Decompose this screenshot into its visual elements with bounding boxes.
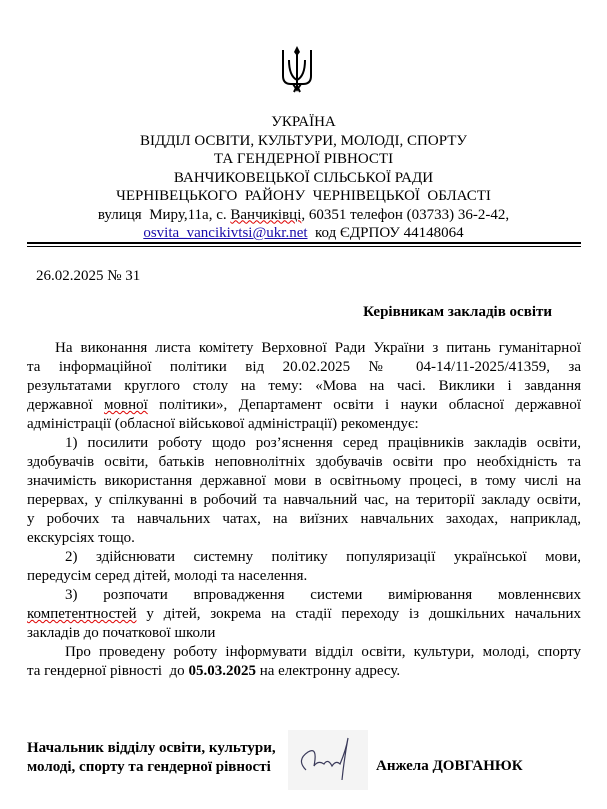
header-divider — [27, 242, 581, 244]
text: на електронну адресу. — [255, 663, 401, 679]
signature-image — [288, 730, 368, 790]
body-line: та інформаційної політики від 20.02.2025 № 04-14/11-2025/41359, за — [27, 359, 581, 375]
date-number: 26.02.2025 № 31 — [36, 268, 141, 284]
item1-line: екскурсіях тощо. — [27, 530, 135, 546]
address-phone: , 60351 телефон (03733) 36-2-42, — [301, 206, 510, 223]
item3-line: 3) розпочати впровадження системи вимірювання мовленнєвих — [65, 587, 581, 603]
item1-line: 1) посилити роботу щодо роз’яснення серед працівників закладів освіти, — [65, 435, 581, 451]
header-council: ВАНЧИКОВЕЦЬКОЇ СІЛЬСЬКОЇ РАДИ — [173, 169, 434, 186]
final-line: Про проведену роботу інформувати відділ освіти, культури, молоді, спорту — [65, 644, 581, 660]
addressee: Керівникам закладів освіти — [363, 304, 552, 320]
item3-line: закладів до початкової школи — [27, 625, 216, 641]
body-line: На виконання листа комітету Верховної Ради України з питань гуманітарної — [55, 340, 581, 356]
edrpou-code: код ЄДРПОУ 44148064 — [307, 225, 464, 241]
item3-line — [27, 605, 581, 624]
final-line — [27, 662, 581, 681]
item2-line: передусім серед дітей, молоді та населення. — [27, 568, 308, 584]
text: мовної — [104, 397, 148, 413]
signatory-title — [27, 739, 276, 777]
signatory-name: Анжела ДОВГАНЮК — [376, 758, 523, 774]
text: державної — [27, 397, 104, 413]
item2-line: 2) здійснювати системну політику популяризації української мови, — [65, 549, 581, 565]
item1-line: здобувачів освіти, батьків неповнолітніх здобувачів освіти про необхідність та — [27, 454, 581, 470]
text: та гендерної рівності до — [27, 663, 189, 679]
body-line: результатами круглого столу на тему: «Мова на часі. Виклики і завдання — [27, 378, 581, 394]
address-village: Ванчиківці — [230, 206, 302, 223]
trident-emblem-icon — [279, 46, 315, 94]
deadline-date: 05.03.2025 — [188, 663, 256, 679]
header-address — [0, 206, 607, 225]
signatory-title-line2: молоді, спорту та гендерної рівності — [27, 759, 271, 775]
signature-scribble-icon — [288, 730, 368, 790]
address-text: вулиця Миру,11а, с. — [97, 206, 231, 223]
text: політики», Департамент освіти і науки обласної державної — [147, 397, 582, 413]
text: у дітей, зокрема на стадії переходу із дошкільних начальних — [136, 606, 581, 622]
body-line — [27, 396, 581, 415]
body-line: адміністрації (обласної військової адміністрації) рекомендує: — [27, 416, 419, 432]
header-department-line1: ВІДДІЛ ОСВІТИ, КУЛЬТУРИ, МОЛОДІ, СПОРТУ — [139, 132, 468, 149]
letter-body — [27, 339, 581, 681]
header-contacts — [0, 224, 607, 243]
email-link[interactable]: osvita_vancikivtsi@ukr.net — [143, 225, 308, 241]
header-department-line2: ТА ГЕНДЕРНОЇ РІВНОСТІ — [213, 151, 394, 167]
item1-line: перервах, у спілкуванні в робочий та навчальний час, на території закладу освіти, — [27, 492, 581, 508]
signatory-title-line1: Начальник відділу освіти, культури, — [27, 740, 276, 756]
item1-line: значимість використання державної мови в освітньому процесі, в тому числі на — [27, 473, 581, 489]
header-region: ЧЕРНІВЕЦЬКОГО РАЙОНУ ЧЕРНІВЕЦЬКОЇ ОБЛАСТІ — [116, 188, 491, 204]
header-country: УКРАЇНА — [271, 114, 336, 130]
item1-line: у робочих та навчальних чатах, на виїзних навчальних заходах, наприклад, — [27, 511, 581, 527]
header-divider-thin — [27, 246, 581, 247]
text: компетентностей — [27, 606, 137, 622]
